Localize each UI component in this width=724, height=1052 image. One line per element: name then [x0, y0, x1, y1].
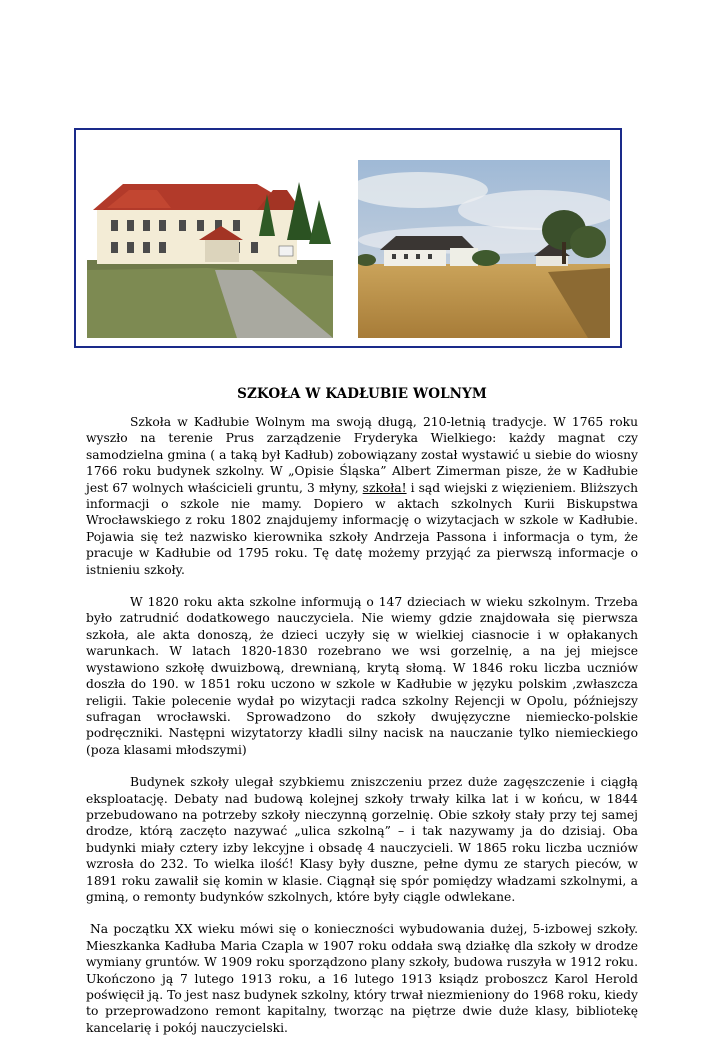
- field-and-farm-photo: [358, 160, 610, 338]
- page-title: SZKOŁA W KADŁUBIE WOLNYM: [237, 386, 487, 402]
- paragraph-4: Na początku XX wieku mówi się o konieczności wybudowania dużej, 5-izbowej szkoły. Mieszkanka Kadłuba Maria Czapla w 1907 roku oddała swą działkę dla szkoły w drodze wymiany gruntów. W 1909 roku sporządzono plany szkoły, budowa ruszyła w 1912 roku. Ukończono ją 7 lutego 1913 roku, a 16 lutego 1913 ksiądz proboszcz Karol Herold poświęcił ją. To jest nasz budynek szkolny, który trwał niezmieniony do 1968 roku, kiedy to przeprowadzono remont kapitalny, tworząc na piętrze dwie duże klasy, bibliotekę kancelarię i pokój nauczycielski.: [86, 922, 638, 1035]
- paragraph-3: Budynek szkoły ulegał szybkiemu zniszczeniu przez duże zagęszczenie i ciągłą eksploatację. Debaty nad budową kolejnej szkoły trwały kilka lat i w końcu, w 1844 przebudowano na potrzeby szkoły nieczynną gorzelnię. Obie szkoły stały przy tej samej drodze, którą zaczęto nazywać „ulica szkolną” – i tak nazywamy ja do dzisiaj. Oba budynki miały cztery izby lekcyjne i obsadę 4 nauczycieli. W 1865 roku liczba uczniów wzrosła do 232. To wielka ilość! Klasy były duszne, pełne dymu ze starych pieców, w 1891 roku zawalił się komin w klasie. Ciągnął się spór pomiędzy władzami szkolnymi, a gminą, o remonty budynków szkolnych, które były ciągle odwlekane.: [86, 775, 638, 904]
- school-building-photo: [87, 160, 333, 338]
- article-body: [86, 414, 638, 1052]
- paragraph-1-text-end: i sąd wiejski z więzieniem. Bliższych informacji o szkole nie mamy. Dopiero w aktach szkolnych Kurii Biskupstwa Wrocławskiego z roku 1802 znajdujemy informację o wizytacjach w szkole w Kadłubie. Pojawia się też nazwisko kierownika szkoły Andrzeja Passona i informacja o tym, że pracuje w Kadłubie od 1795 roku. Tę datę możemy przyjąć za pierwszą informacje o istnieniu szkoły.: [86, 480, 639, 577]
- photo-frame: [74, 128, 622, 348]
- paragraph-1: [86, 414, 638, 578]
- paragraph-1-underlined-word: szkoła!: [362, 480, 407, 495]
- paragraph-2: W 1820 roku akta szkolne informują o 147 dzieciach w wieku szkolnym. Trzeba było zatrudnić dodatkowego nauczyciela. Nie wiemy gdzie znajdowała się pierwsza szkoła, ale akta donoszą, że dzieci uczyły się w wielkiej ciasnocie i w opłakanych warunkach. W latach 1820-1830 rozebrano we wsi gorzelnię, a na jej miejsce wystawiono szkołę dwuizbową, drewnianą, krytą słomą. W 1846 roku liczba uczniów doszła do 190. w 1851 roku uczono w szkole w Kadłubie w języku polskim ,zwłaszcza religii. Takie polecenie wydał po wizytacji radca szkolny Rejencji w Opolu, późniejszy sufragan wrocławski. Sprowadzono do szkoły dwujęzyczne niemiecko-polskie podręczniki. Następni wizytatorzy kładli silny nacisk na nauczanie tylko niemieckiego (poza klasami młodszymi): [86, 595, 638, 757]
- paragraph-1-text-start: Szkoła w Kadłubie Wolnym ma swoją długą, 210-letnią tradycje. W 1765 roku wyszło na terenie Prus zarządzenie Fryderyka Wielkiego: każdy magnat czy samodzielna gmina ( a taką był Kadłub) zobowiązany został wystawić u siebie do wiosny 1766 roku budynek szkolny. W „Opisie Śląska” Albert Zimerman pisze, że w Kadłubie jest 67 wolnych właścicieli gruntu, 3 młyny,: [86, 415, 638, 495]
